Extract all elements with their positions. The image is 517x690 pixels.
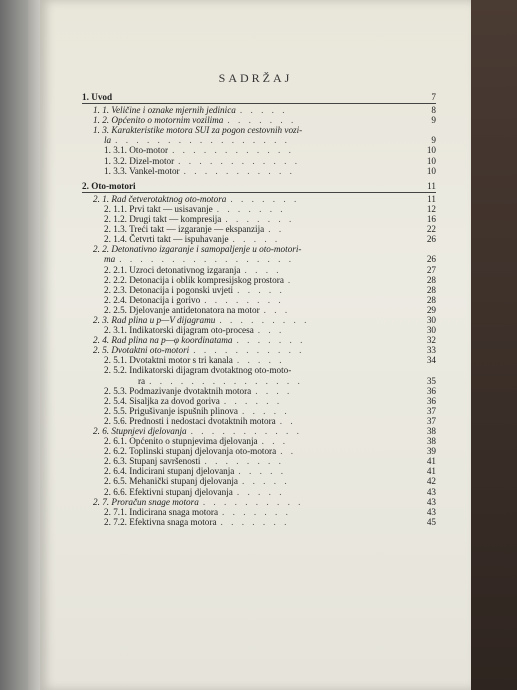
toc-entry [82,194,436,204]
background-surface [471,0,517,690]
toc-leader-dots: . . . . . . . . . . . . [178,155,300,166]
toc-entry-label: 2. 5.5. Prigušivanje ispušnih plinova [104,405,238,416]
toc-leader-dots: . . . . . [236,355,285,366]
toc-entry-label: 2. 5.6. Prednosti i nedostaci dvotaktnih motora [104,415,276,426]
toc-entry [82,426,436,436]
toc-leader-dots: . . . [263,304,291,315]
toc-leader-dots: . . . . . . . . . . . [193,345,305,356]
toc-entry [82,355,436,365]
toc-page-number: 43 [426,506,436,517]
toc-leader-dots: . . . . . [237,284,285,295]
table-of-contents [82,92,436,527]
toc-page-number: 41 [426,466,436,477]
toc-entry [82,315,436,325]
toc-entry [82,406,436,416]
toc-entry [82,456,436,466]
toc-page-number: 37 [426,415,436,426]
toc-leader-dots: . . . . . . . [216,203,286,214]
toc-leader-dots: . . . . . . . . . . [202,496,304,507]
toc-entry-label: 1. 3.2. Dizel-motor [104,155,175,166]
toc-page-number: 32 [426,335,436,346]
toc-entry-label: ra [138,375,146,386]
toc-entry [82,125,436,135]
toc-entry [82,234,436,244]
book-page [40,0,471,690]
toc-entry [82,135,436,145]
toc-page-number: 12 [426,203,436,214]
toc-page-number: 35 [426,375,436,386]
toc-page-number: 28 [426,294,436,305]
toc-leader-dots: . . . . . . . . . . . . . . . [149,375,303,386]
toc-entry [82,244,436,254]
toc-leader-dots: . . . . . . . . . . . [190,426,302,436]
toc-page-number: 9 [431,115,436,126]
toc-entry-label: 2. 5.1. Dvotaktni motor s tri kanala [104,355,233,366]
toc-entry-label: 2. 2.4. Detonacija i gorivo [104,294,201,305]
toc-entry [82,214,436,224]
toc-entry [82,335,436,345]
toc-page-number: 26 [426,234,436,245]
toc-leader-dots: . . . . . . [223,395,283,406]
toc-entry [82,466,436,476]
toc-entry [82,275,436,285]
toc-leader-dots: . [287,274,294,285]
toc-entry [82,115,436,125]
toc-leader-dots: . . . [261,436,289,447]
toc-page-number: 36 [426,395,436,406]
toc-entry-label: 2. 5. Dvotaktni oto-motori [93,345,190,356]
toc-entry-label: 1. Uvod [82,92,113,102]
toc-entry-label: 1. 3.1. Oto-motor [104,145,169,156]
toc-entry-label: 2. 2.3. Detonacija i pogonski uvjeti [104,284,234,295]
toc-entry-label: 2. 5.3. Podmazivanje dvotaktnih motora [104,385,252,396]
toc-entry [82,181,436,191]
toc-page-number: 29 [426,304,436,315]
toc-entry [82,92,436,102]
toc-entry [82,105,436,115]
toc-page-number: 10 [426,165,436,176]
toc-entry-label: 2. 3. Rad plina u p—V dijagramu [93,314,216,325]
toc-page-number: 34 [426,355,436,366]
toc-entry-label: 1. 3.3. Vankel-motor [104,165,180,176]
toc-entry-label: 2. 6.5. Mehanički stupanj djelovanja [104,476,238,487]
toc-leader-dots: . . . . . [236,486,285,497]
toc-leader-dots: . . . . . . . . [204,294,284,305]
toc-page-number: 45 [426,516,436,527]
toc-entry-label: 2. 2.2. Detonacija i oblik kompresijskog prostora [104,274,284,285]
toc-entry [82,365,436,375]
toc-entry-label: 2. 6.1. Općenito o stupnjevima djelovanja [104,436,258,447]
toc-entry [82,416,436,426]
toc-entry-label: 2. 1.3. Treći takt — izgaranje — ekspanzija [104,224,265,235]
toc-page-number: 30 [426,325,436,336]
toc-entry [82,254,436,264]
toc-entry [82,476,436,486]
toc-leader-dots: . . . . . [241,476,290,487]
toc-page-number: 39 [426,446,436,457]
toc-leader-dots: . . . . . . . . . . . . [172,145,294,156]
toc-page-number: 28 [426,274,436,285]
chapter-divider [82,192,436,193]
toc-entry-label: 2. 6.4. Indicirani stupanj djelovanja [104,466,235,477]
toc-page-number: 42 [426,476,436,487]
toc-leader-dots: . . . . [255,385,293,396]
toc-entry-label: 2. 1.1. Prvi takt — usisavanje [104,203,213,214]
toc-leader-dots: . . . . . . . . . . . . . . . . . [119,254,295,265]
toc-entry [82,507,436,517]
toc-leader-dots: . . [279,415,296,426]
toc-entry [82,436,436,446]
toc-entry-label: 2. 1.2. Drugi takt — kompresija [104,214,222,225]
toc-page-number: 37 [426,405,436,416]
toc-page-number: 38 [426,436,436,447]
toc-page-number: 36 [426,385,436,396]
toc-entry [82,156,436,166]
toc-entry-label: 1. 2. Općenito o motornim vozilima [93,115,224,126]
toc-page-number: 8 [431,105,436,116]
toc-entry [82,204,436,214]
toc-leader-dots: . . . . . [241,405,290,416]
toc-page-number: 10 [426,155,436,166]
toc-entry [82,487,436,497]
toc-entry-label: 2. 7. Proračun snage motora [93,496,199,507]
toc-leader-dots: . . . . . [232,234,281,245]
toc-leader-dots: . . [268,224,285,235]
toc-entry [82,517,436,527]
toc-entry [82,166,436,176]
toc-leader-dots: . . . . . . . [225,214,295,225]
toc-page-number: 16 [426,214,436,225]
toc-leader-dots: . . . . . . . [227,115,297,126]
toc-entry [82,265,436,275]
toc-leader-dots: . . . . . [239,105,288,116]
toc-entry-label: 2. 1. Rad četverotaktnog oto-motora [93,193,227,204]
toc-entry-label: 2. 1.4. Četvrti takt — ispuhavanje [104,234,229,245]
toc-leader-dots: . . . . . . . . . . . . . . . . . [115,135,290,146]
toc-page-number: 11 [427,193,436,204]
toc-entry-label: 2. 7.1. Indicirana snaga motora [104,506,219,517]
toc-page-number: 43 [426,486,436,497]
toc-leader-dots: . . . . . [238,466,287,477]
toc-entry-label: la [104,135,112,146]
toc-entry [82,376,436,386]
toc-leader-dots: . . [280,446,297,457]
toc-entry-label: 2. 6. Stupnjevi djelovanja [93,426,187,436]
toc-entry [82,386,436,396]
toc-entry-label: 2. 6.3. Stupanj savršenosti [104,456,201,467]
toc-entry-label: 1. 3. Karakteristike motora SUI za pogon cestovnih vozi- [93,125,303,136]
toc-entry-label: 2. 5.4. Sisaljka za dovod goriva [104,395,220,406]
chapter-divider [82,103,436,104]
toc-entry [82,305,436,315]
toc-leader-dots: . . . . . . . [230,193,300,204]
toc-entry-label: 2. 7.2. Efektivna snaga motora [104,516,217,527]
toc-page-number: 30 [426,314,436,325]
toc-page-number: 28 [426,284,436,295]
toc-page-number: 22 [426,224,436,235]
toc-entry [82,295,436,305]
toc-entry-label: 1. 1. Veličine i oznake mjernih jedinica [93,105,236,116]
toc-page-number: 43 [426,496,436,507]
toc-entry [82,497,436,507]
toc-entry-label: 2. Oto-motori [82,180,136,191]
toc-entry [82,325,436,335]
toc-leader-dots: . . . [257,325,285,336]
toc-entry-label: 2. 6.6. Efektivni stupanj djelovanja [104,486,233,497]
toc-entry-label: 2. 2. Detonativno izgaranje i samopaljenje u oto-motori- [93,244,302,255]
toc-leader-dots: . . . . [244,264,282,275]
toc-page-number: 33 [426,345,436,356]
toc-page-number: 26 [426,254,436,265]
toc-entry-label: 2. 2.5. Djelovanje antidetonatora na motor [104,304,260,315]
toc-entry-label: 2. 5.2. Indikatorski dijagram dvotaktnog oto-moto- [104,365,292,376]
toc-leader-dots: . . . . . . . . . . . [183,165,295,176]
toc-page-number: 27 [426,264,436,275]
toc-entry-label: 2. 6.2. Toplinski stupanj djelovanja oto-motora [104,446,277,457]
toc-entry-label: 2. 3.1. Indikatorski dijagram oto-procesa [104,325,254,336]
toc-entry [82,446,436,456]
toc-entry-label: 2. 2.1. Uzroci detonativnog izgaranja [104,264,241,275]
toc-leader-dots: . . . . . . . . . [219,314,310,325]
toc-entry [82,145,436,155]
toc-page-number: 10 [426,145,436,156]
toc-entry-label: ma [104,254,116,265]
toc-page-number: 9 [431,135,436,146]
toc-page-number: 41 [426,456,436,467]
toc-entry [82,345,436,355]
toc-entry [82,285,436,295]
toc-page-number: 7 [431,92,436,102]
toc-page-number: 38 [426,426,436,436]
toc-entry-label: 2. 4. Rad plina na p—φ koordinatama [93,335,233,346]
toc-leader-dots: . . . . . . . [220,516,290,527]
toc-leader-dots: . . . . . . . [222,506,291,517]
toc-entry [82,396,436,406]
page-title: SADRŽAJ [218,71,293,85]
toc-page-number: 11 [427,180,436,191]
toc-leader-dots: . . . . . . . [236,335,306,346]
toc-leader-dots: . . . . . . . . [204,456,284,467]
toc-entry [82,224,436,234]
